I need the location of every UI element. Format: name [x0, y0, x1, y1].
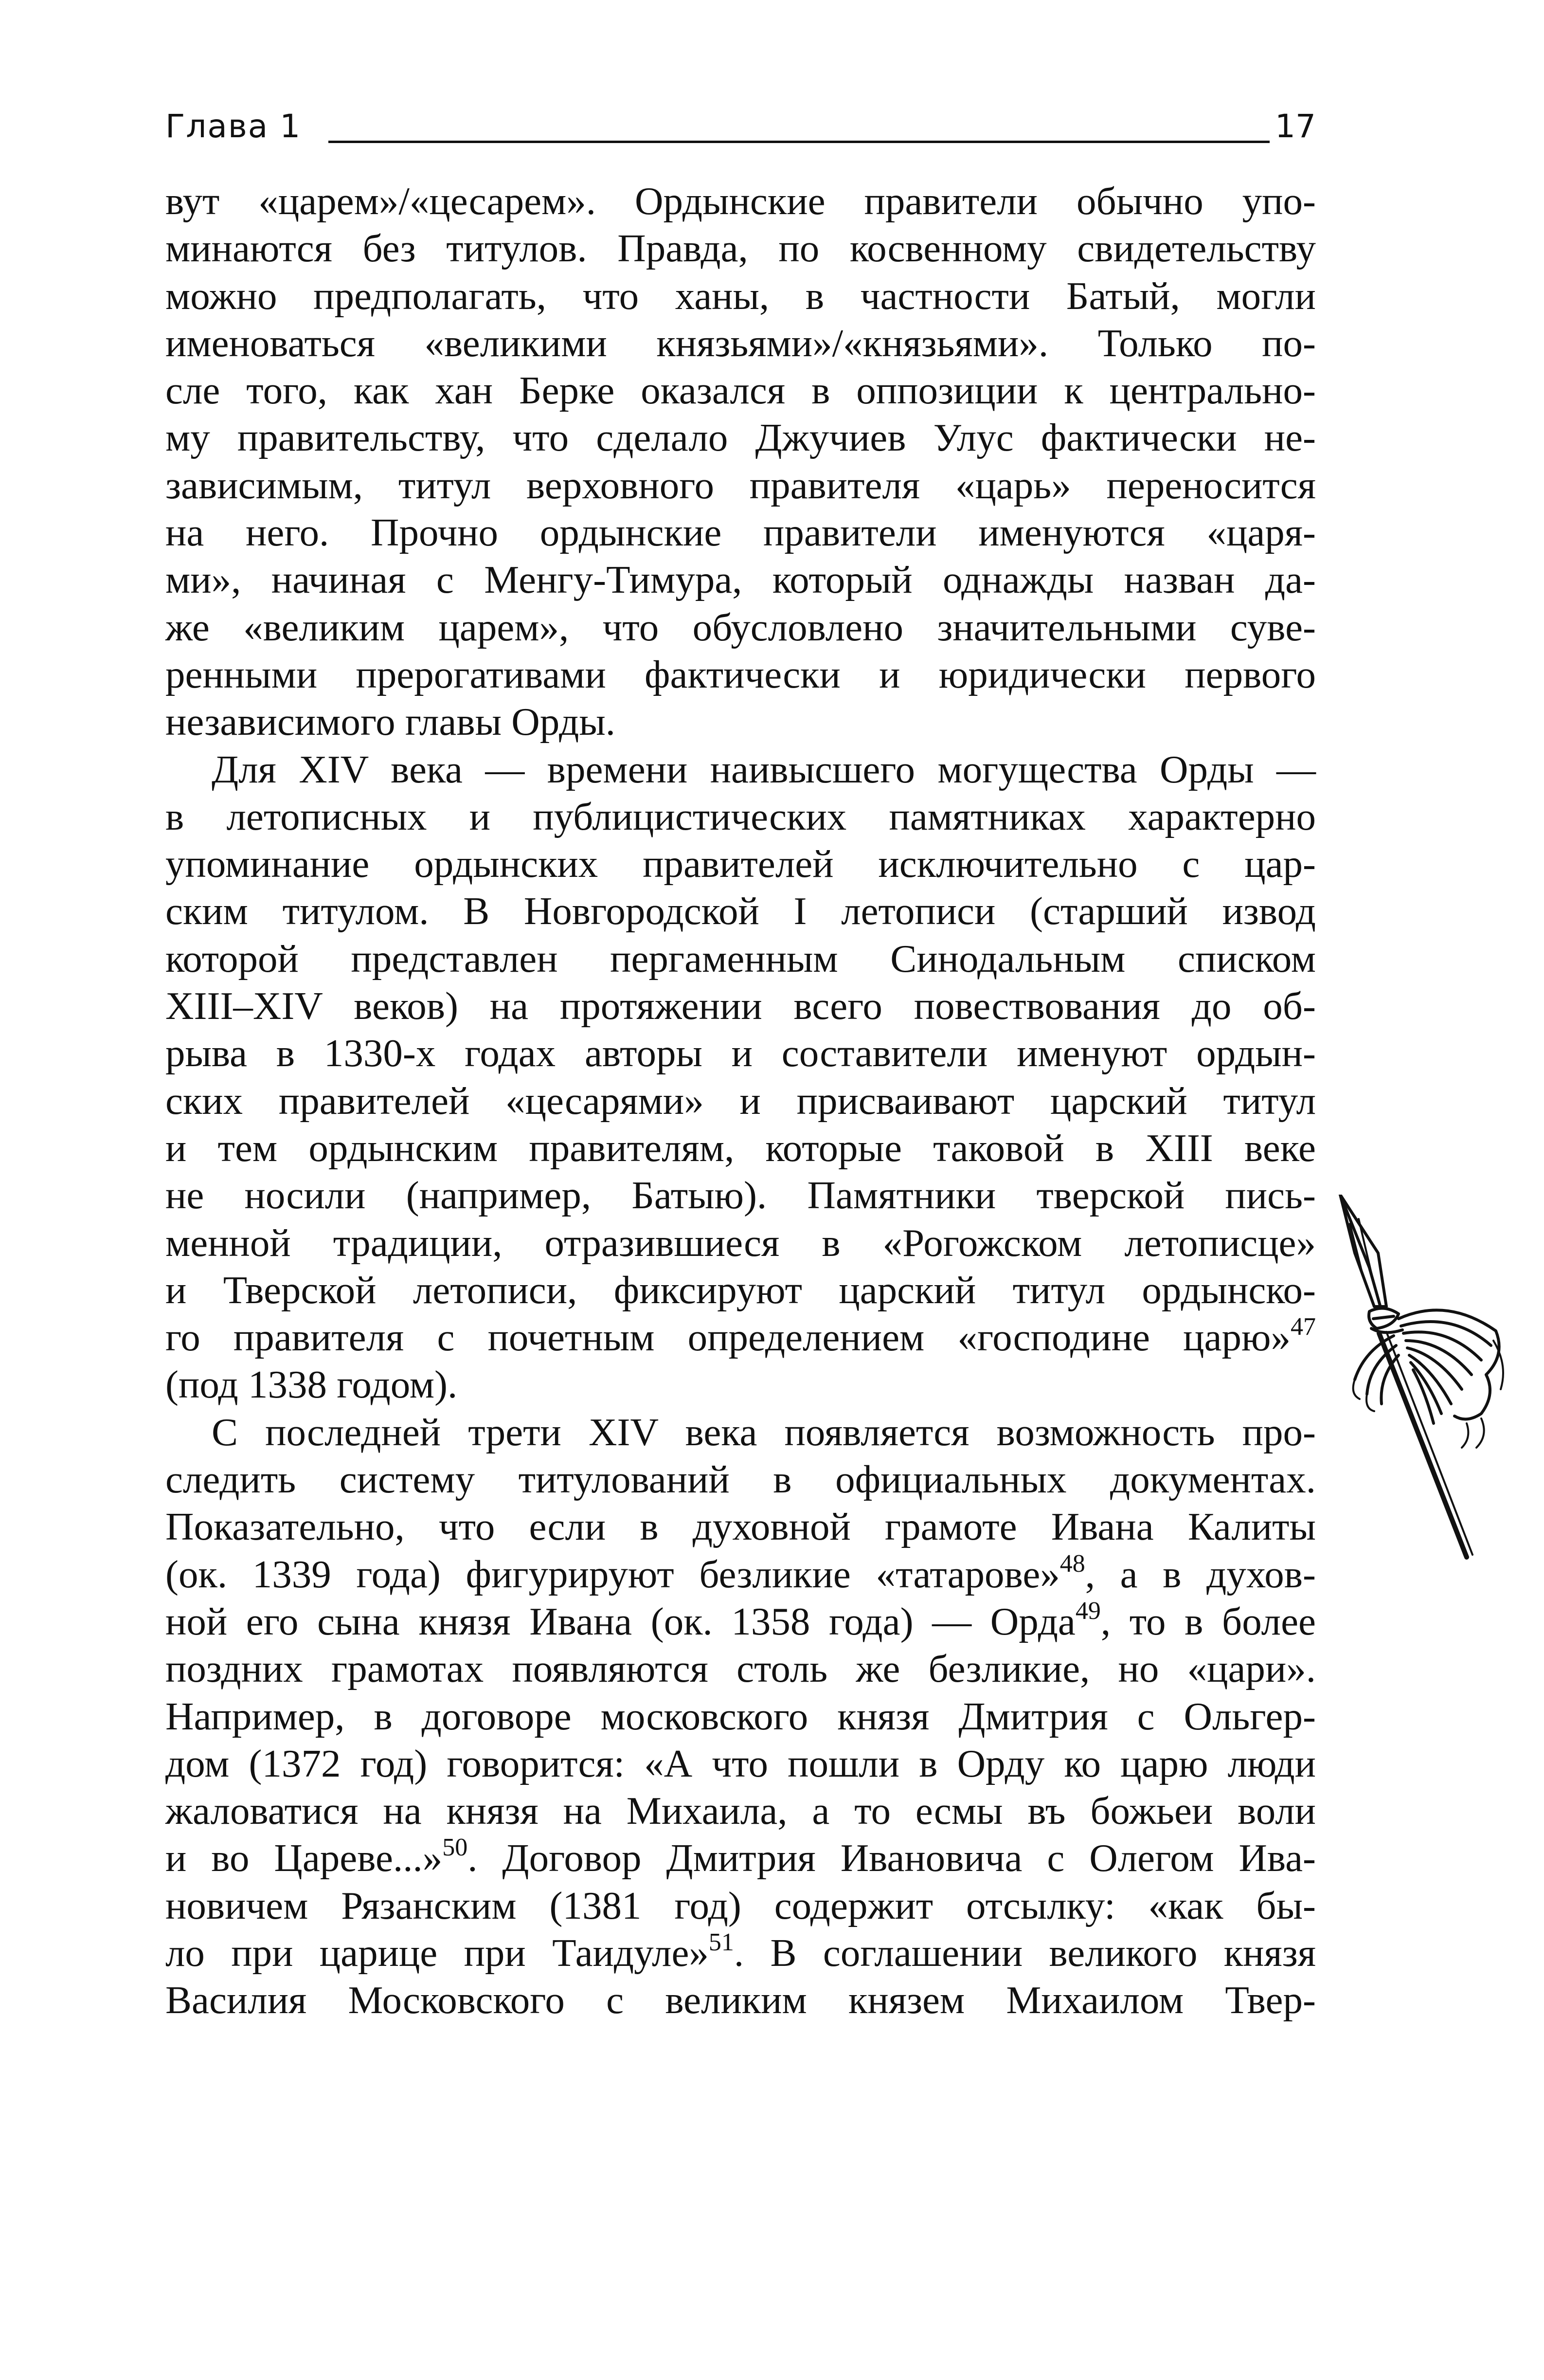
- footnote-ref-51: 51: [708, 1928, 734, 1956]
- text-segment: ной его сына князя Ивана (ок. 1358 года) — Орда: [165, 1599, 1076, 1643]
- text-line: следить систему титулований в официальных документах.: [165, 1457, 1316, 1502]
- text-line: Например, в договоре московского князя Дмитрия с Ольгер-: [165, 1694, 1316, 1738]
- footnote-ref-49: 49: [1075, 1597, 1101, 1625]
- paragraph-1: [165, 178, 1316, 746]
- header-rule: [328, 141, 1270, 143]
- paragraph-2: [165, 746, 1316, 1409]
- body-text: [165, 178, 1316, 2024]
- text-line: которой представлен пергаменным Синодальным списком: [165, 936, 1316, 981]
- text-line: рыва в 1330-х годах авторы и составители именуют ордын-: [165, 1031, 1316, 1075]
- text-segment: . В соглашении великого князя: [734, 1930, 1316, 1975]
- text-line: ренными прерогативами фактически и юридически первого: [165, 652, 1316, 696]
- text-line: ских правителей «цесарями» и присваивают царский титул: [165, 1078, 1316, 1123]
- text-line: ским титулом. В Новгородской I летописи (старший извод: [165, 889, 1316, 933]
- footnote-ref-47: 47: [1291, 1313, 1316, 1341]
- quill-pen-icon: [1321, 1195, 1510, 1564]
- text-line: именоваться «великими князьями»/«князьями». Только по-: [165, 321, 1316, 365]
- text-segment: и во Цареве...»: [165, 1836, 443, 1880]
- text-line: и Тверской летописи, фиксируют царский титул ордынско-: [165, 1268, 1316, 1312]
- footnote-ref-50: 50: [442, 1834, 468, 1862]
- text-line: Для XIV века — времени наивысшего могущества Орды —: [212, 747, 1316, 791]
- text-line: дом (1372 год) говорится: «А что пошли в Орду ко царю люди: [165, 1741, 1316, 1785]
- text-line: вут «царем»/«цесарем». Ордынские правители обычно упо-: [165, 179, 1316, 223]
- text-line: [165, 1929, 1316, 1977]
- text-line: можно предполагать, что ханы, в частности Батый, могли: [165, 273, 1316, 318]
- text-line: и тем ордынским правителям, которые таковой в XIII веке: [165, 1126, 1316, 1170]
- text-line: ми», начиная с Менгу-Тимура, который однажды назван да-: [165, 558, 1316, 602]
- chapter-label: Глава 1: [165, 108, 302, 145]
- text-segment: , то в более: [1100, 1599, 1316, 1643]
- text-segment: , а в духов-: [1085, 1552, 1316, 1596]
- text-line: [165, 1835, 1316, 1882]
- text-line: С последней трети XIV века появляется возможность про-: [212, 1410, 1316, 1454]
- text-line: [165, 1551, 1316, 1598]
- footnote-ref-48: 48: [1059, 1549, 1085, 1578]
- text-line: минаются без титулов. Правда, по косвенному свидетельству: [165, 226, 1316, 271]
- text-line: [165, 1314, 1316, 1361]
- text-line: XIII–XIV веков) на протяжении всего повествования до об-: [165, 984, 1316, 1028]
- text-line: упоминание ордынских правителей исключительно с цар-: [165, 842, 1316, 886]
- text-line: поздних грамотах появляются столь же безликие, но «цари».: [165, 1647, 1316, 1691]
- running-head: [165, 105, 1316, 148]
- text-line: независимого главы Орды.: [165, 700, 616, 744]
- text-segment: (ок. 1339 года) фигурируют безликие «татарове»: [165, 1552, 1060, 1596]
- text-line: на него. Прочно ордынские правители именуются «царя-: [165, 510, 1316, 555]
- text-line: не носили (например, Батыю). Памятники тверской пись-: [165, 1173, 1316, 1217]
- text-line: Показательно, что если в духовной грамоте Ивана Калиты: [165, 1505, 1316, 1549]
- text-line: сле того, как хан Берке оказался в оппозиции к центрально-: [165, 368, 1316, 413]
- page-number: 17: [1275, 108, 1316, 145]
- text-segment: го правителя с почетным определением «господине царю»: [165, 1315, 1291, 1360]
- text-segment: . Договор Дмитрия Ивановича с Олегом Ива-: [467, 1836, 1316, 1880]
- text-line: же «великим царем», что обусловлено значительными суве-: [165, 605, 1316, 649]
- text-line: новичем Рязанским (1381 год) содержит отсылку: «как бы-: [165, 1883, 1316, 1927]
- text-line: [165, 1598, 1316, 1645]
- text-line: жаловатися на князя на Михаила, а то есмы въ божьеи воли: [165, 1789, 1316, 1833]
- text-line: (под 1338 годом).: [165, 1363, 458, 1407]
- text-line: Василия Московского с великим князем Михаилом Твер-: [165, 1978, 1316, 2022]
- paragraph-3: [165, 1409, 1316, 2024]
- text-line: му правительству, что сделало Джучиев Улус фактически не-: [165, 416, 1316, 460]
- text-line: в летописных и публицистических памятниках характерно: [165, 794, 1316, 838]
- text-line: менной традиции, отразившиеся в «Рогожском летописце»: [165, 1220, 1316, 1265]
- text-segment: ло при царице при Таидуле»: [165, 1930, 709, 1975]
- text-line: зависимым, титул верховного правителя «царь» переносится: [165, 463, 1316, 507]
